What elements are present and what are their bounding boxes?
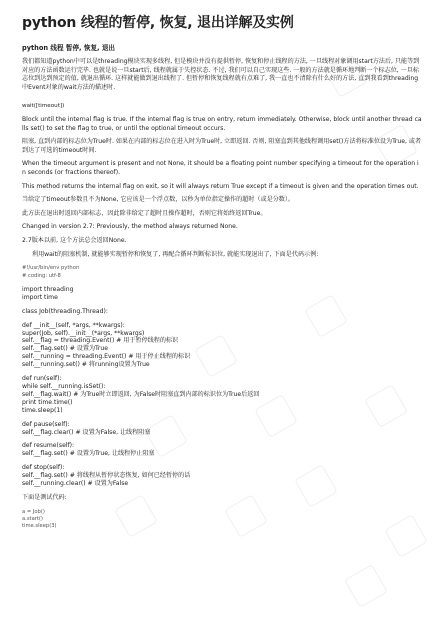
article-content <box>22 14 422 531</box>
code-line: def resume(self): <box>22 442 75 450</box>
paragraph: Block until the internal flag is true. If the internal flag is true on entry, return immediately. Otherwise, block until another thread calls set() to set the flag to true, or until the optional timeout occurs. <box>22 115 422 132</box>
code-line: a.start() <box>22 515 43 522</box>
code-line: def pause(self): <box>22 420 70 428</box>
code-line: self.__running.clear() # 设置为False <box>22 480 129 488</box>
method-signature: wait([timeout]) <box>22 103 65 110</box>
watermark-mark <box>344 564 388 608</box>
code-line: time.sleep(1) <box>22 406 63 414</box>
code-line: def run(self): <box>22 375 62 383</box>
paragraph: 阻塞, 直到内部的标志位为True时. 如果在内部的标志位在进入时为True时, 立即返回. 否则, 阻塞直到其他线程调用set()方法将标准位设为True, 或者到达了可选的timeout时间. <box>22 138 422 154</box>
code-line: self.__flag.clear() # 设置为False, 让线程阻塞 <box>22 428 151 436</box>
code-line: #!/usr/bin/env python <box>22 265 80 272</box>
code-line: # coding: utf-8 <box>22 272 61 279</box>
code-line: self.__flag = threading.Event() # 用于暂停线程的标识 <box>22 337 179 345</box>
code-line: while self.__running.isSet(): <box>22 382 106 390</box>
code-line: super(Job, self).__init__(*args, **kwargs) <box>22 329 145 337</box>
paragraph: 2.7版本以前, 这个方法总会返回None. <box>22 236 127 244</box>
code-header <box>22 265 422 280</box>
code-line: self.__flag.set() # 设置为True <box>22 345 108 353</box>
test-code-block <box>22 509 422 531</box>
code-line: print time.time() <box>22 398 73 406</box>
code-line: self.__running = threading.Event() # 用于停止线程的标识 <box>22 353 191 361</box>
page-title: python 线程的暂停, 恢复, 退出详解及实例 <box>22 15 294 31</box>
code-line: def __init__(self, *args, **kwargs): <box>22 321 125 329</box>
code-line: a = Job() <box>22 508 45 515</box>
code-line: self.__flag.set() # 设置为True, 让线程停止阻塞 <box>22 450 155 458</box>
code-line: self.__flag.set() # 将线程从暂停状态恢复, 如何已经暂停的话 <box>22 472 191 480</box>
intro-paragraph: 我们都知道python中可以是threading模块实现多线程, 但是模块并没有提供暂停, 恢复和停止线程的方法, 一旦线程对象调用start方法后, 只能等到对应的方法函数运行完毕. 也就是说一旦start后, 线程就属于失控状态. 不过, 我们可以自己实现这些. 一般的方法就是循环地判断一个标志位, 一旦标志位到达到预定的值, 就退出循环. 这样就能做到退出线程了. 但暂停和恢复线程就有点难了, 我一直也不清除有什么好的方法, 直到我看到threading中Event对象的wait方法的描述时. <box>22 58 420 91</box>
code-line: self.__flag.wait() # 为True时立即返回, 为False时阻塞直到内部的标识位为True后返回 <box>22 390 260 398</box>
paragraph: 当给定了timeout参数且不为None, 它应该是一个浮点数，以秒为单位指定操作的超时（或是分数）。 <box>22 196 295 204</box>
code-line: import time <box>22 293 58 301</box>
code-line: import threading <box>22 285 74 293</box>
code-line: class Job(threading.Thread): <box>22 307 108 315</box>
code-line: def stop(self): <box>22 464 65 472</box>
paragraph: This method returns the internal flag on exit, so it will always return True except if a timeout is given and the operation times out. <box>22 182 419 190</box>
section-subtitle: python 线程 暂停, 恢复, 退出 <box>22 44 116 52</box>
code-block <box>22 286 422 488</box>
paragraph: 此方法在退出时返回内部标志，因此除非给定了超时且操作超时，否则它将始终返回True。 <box>22 209 267 217</box>
intro-line: 利用wait的阻塞机制, 就能够实现暂停和恢复了, 再配合循环判断标识位, 就能实现退出了, 下面是代码示例: <box>32 250 319 258</box>
paragraph: Changed in version 2.7: Previously, the method always returned None. <box>22 223 238 231</box>
code-line: self.__running.set() # 将running设置为True <box>22 361 150 369</box>
code-line: time.sleep(3) <box>22 523 57 530</box>
paragraph: When the timeout argument is present and not None, it should be a floating point number specifying a timeout for the operation in seconds (or fractions thereof). <box>22 160 419 176</box>
test-intro: 下面是测试代码: <box>22 493 67 501</box>
